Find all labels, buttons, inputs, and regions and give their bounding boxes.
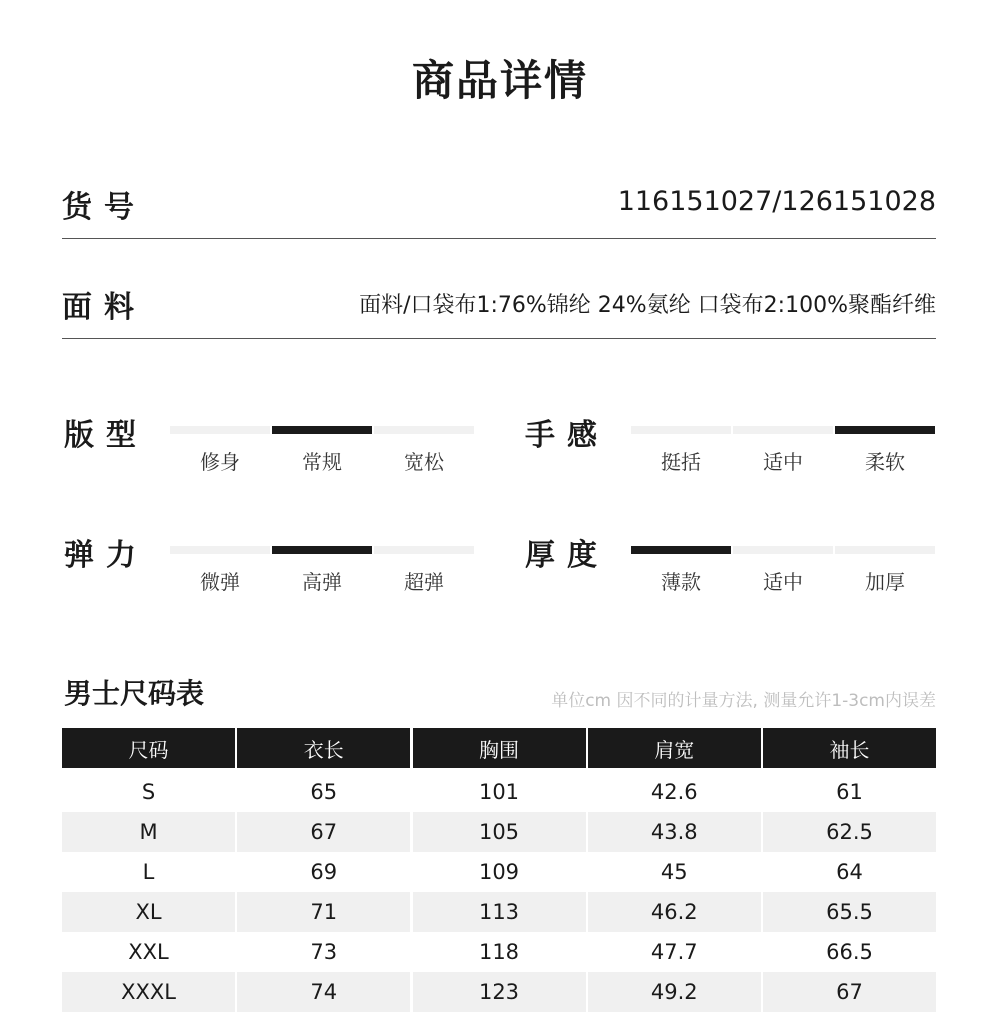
table-header-cell: 尺码 [62,728,235,768]
fabric-label: 面料 [62,290,146,325]
scale-option-label: 常规 [302,450,342,474]
table-cell: 101 [478,780,520,804]
table-row [62,852,936,892]
table-cell: M [62,812,235,852]
size-chart-note: 单位cm 因不同的计量方法, 测量允许1-3cm内误差 [551,691,936,711]
table-cell: 47.7 [650,940,698,964]
scale-segment [631,546,731,554]
table-cell: 65 [310,780,338,804]
table-cell: 49.2 [588,972,761,1012]
table-cell: 61 [836,780,863,804]
scale-segment [272,426,372,434]
scale-segment [170,546,270,554]
table-cell: 123 [413,972,586,1012]
item-number-value: 116151027/126151028 [617,186,936,217]
table-header-cell: 袖长 [763,728,936,768]
size-table [62,728,936,1012]
table-row [62,892,936,932]
attribute-hand-feel [525,410,935,480]
scale-option-label: 修身 [200,450,240,474]
attribute-label: 手感 [525,418,609,453]
item-number-row [62,138,936,239]
fabric-row [62,238,936,339]
table-cell: 118 [478,940,520,964]
scale-option-label: 柔软 [865,450,905,474]
table-cell: 42.6 [650,780,698,804]
table-header-row [62,728,936,768]
scale-segment [733,426,833,434]
table-cell: 66.5 [826,940,873,964]
table-header-cell: 衣长 [237,728,410,768]
item-number-label: 货号 [62,190,146,225]
scale-option-label: 高弹 [302,570,342,594]
scale-option-label: 适中 [763,450,803,474]
scale-segment [170,426,270,434]
table-cell: 69 [310,860,338,884]
scale-segment [835,546,935,554]
attribute-elasticity [64,530,474,600]
scale-segment [631,426,731,434]
table-cell: 45 [660,860,688,884]
scale-segment [733,546,833,554]
table-cell: S [141,780,156,804]
attribute-thickness [525,530,935,600]
scale-segment [374,426,474,434]
scale-option-label: 超弹 [404,570,444,594]
size-chart-title: 男士尺码表 [64,677,205,710]
table-cell: 67 [237,812,410,852]
scale-option-label: 适中 [763,570,803,594]
attribute-label: 版型 [64,418,148,453]
table-cell: XXXL [62,972,235,1012]
table-cell: 109 [478,860,520,884]
table-cell: 64 [836,860,863,884]
scale-option-label: 薄款 [661,570,701,594]
fabric-value: 面料/口袋布1:76%锦纶 24%氨纶 口袋布2:100%聚酯纤维 [359,293,936,318]
attribute-label: 弹力 [64,538,148,573]
table-cell: 65.5 [763,892,936,932]
table-cell: 43.8 [588,812,761,852]
attribute-fit [64,410,474,480]
table-row [62,772,936,812]
table-cell: 113 [413,892,586,932]
table-cell: 74 [237,972,410,1012]
scale-segment [835,426,935,434]
scale-segment [272,546,372,554]
table-cell: 73 [310,940,338,964]
attribute-label: 厚度 [525,538,609,573]
table-header-cell: 胸围 [413,728,586,768]
table-cell: 62.5 [763,812,936,852]
table-row [62,812,936,852]
page-title: 商品详情 [411,56,588,105]
table-row [62,932,936,972]
scale-option-label: 加厚 [865,570,905,594]
table-cell: XL [62,892,235,932]
table-cell: 71 [237,892,410,932]
scale-option-label: 微弹 [200,570,240,594]
table-cell: 105 [413,812,586,852]
table-cell: L [142,860,155,884]
table-row [62,972,936,1012]
table-cell: 67 [763,972,936,1012]
table-header-cell: 肩宽 [588,728,761,768]
table-cell: XXL [128,940,169,964]
scale-option-label: 挺括 [661,450,701,474]
scale-segment [374,546,474,554]
scale-option-label: 宽松 [404,450,444,474]
table-cell: 46.2 [588,892,761,932]
